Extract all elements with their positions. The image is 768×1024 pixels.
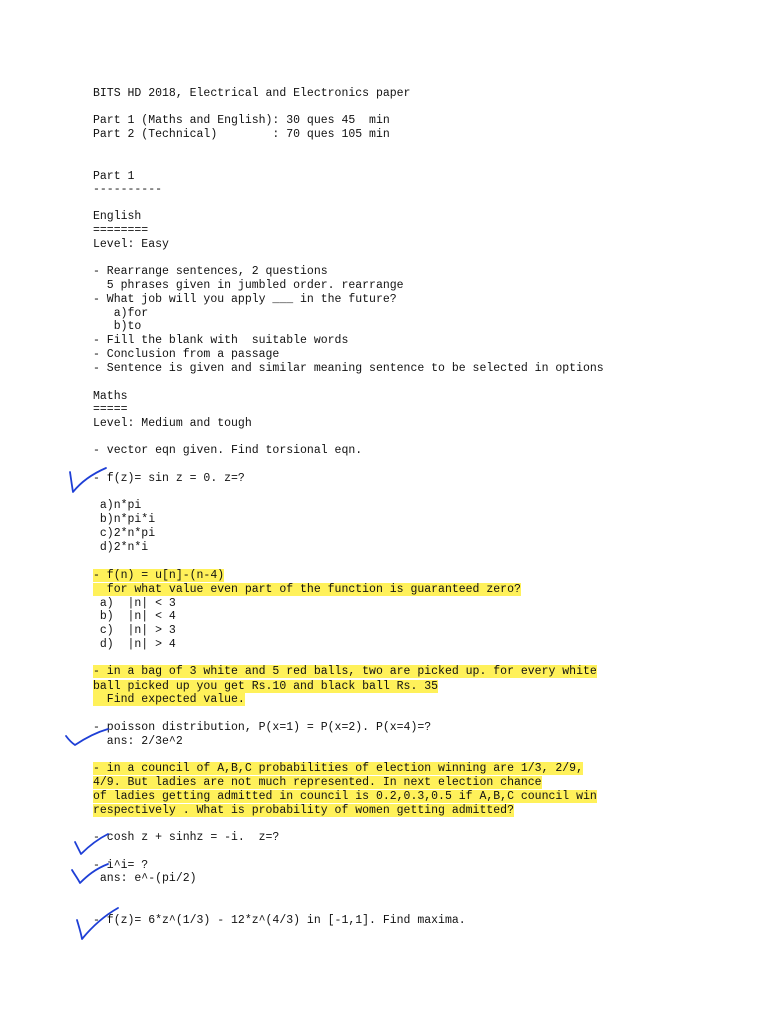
english-item: - Rearrange sentences, 2 questions <box>93 265 328 278</box>
maths-level: Level: Medium and tough <box>93 417 252 430</box>
english-rule: ======== <box>93 224 149 237</box>
question-council-line1 <box>93 762 583 776</box>
fn-option: d) |n| > 4 <box>93 638 176 651</box>
question-balls-line3 <box>93 693 245 707</box>
english-item: 5 phrases given in jumbled order. rearrange <box>93 279 404 292</box>
question-cosh: - cosh z + sinhz = -i. z=? <box>93 831 280 844</box>
question-balls-line1 <box>93 665 597 679</box>
question-fn-line1 <box>93 569 224 583</box>
highlight: - in a bag of 3 white and 5 red balls, two are picked up. for every white <box>93 665 597 678</box>
maths-rule: ===== <box>93 403 128 416</box>
poisson-answer: ans: 2/3e^2 <box>93 735 183 748</box>
highlight: for what value even part of the function is guaranteed zero? <box>93 583 521 596</box>
question-vector: - vector eqn given. Find torsional eqn. <box>93 444 363 457</box>
fn-option: b) |n| < 4 <box>93 610 176 623</box>
english-item: b)to <box>93 320 142 333</box>
question-fn-line2 <box>93 583 521 597</box>
sin-option: c)2*n*pi <box>93 527 156 540</box>
highlight: of ladies getting admitted in council is 0.2,0.3,0.5 if A,B,C council win <box>93 790 597 803</box>
question-balls-line2 <box>93 680 438 694</box>
part1-info: Part 1 (Maths and English): 30 ques 45 min <box>93 114 390 127</box>
document-title: BITS HD 2018, Electrical and Electronics paper <box>93 87 411 100</box>
fn-option: a) |n| < 3 <box>93 597 176 610</box>
question-maxima: - f(z)= 6*z^(1/3) - 12*z^(4/3) in [-1,1]. Find maxima. <box>93 914 466 927</box>
english-level: Level: Easy <box>93 238 169 251</box>
fn-option: c) |n| > 3 <box>93 624 176 637</box>
english-item: - Sentence is given and similar meaning sentence to be selected in options <box>93 362 604 375</box>
highlight: Find expected value. <box>93 693 245 706</box>
highlight: 4/9. But ladies are not much represented. In next election chance <box>93 776 542 789</box>
highlight: respectively . What is probability of women getting admitted? <box>93 804 514 817</box>
question-council-line3 <box>93 790 597 804</box>
question-council-line4 <box>93 804 514 818</box>
maths-heading: Maths <box>93 390 128 403</box>
part2-info: Part 2 (Technical) : 70 ques 105 min <box>93 128 390 141</box>
part1-rule: ---------- <box>93 183 163 196</box>
i-power-i-answer: ans: e^-(pi/2) <box>93 872 197 885</box>
sin-option: b)n*pi*i <box>93 513 156 526</box>
question-i-power-i: - i^i= ? <box>93 859 149 872</box>
highlight: ball picked up you get Rs.10 and black ball Rs. 35 <box>93 680 439 693</box>
sin-option: d)2*n*i <box>93 541 149 554</box>
question-sin: - f(z)= sin z = 0. z=? <box>93 472 245 485</box>
highlight: - f(n) = u[n]-(n-4) <box>93 569 225 582</box>
english-item: - What job will you apply ___ in the future? <box>93 293 397 306</box>
question-poisson: - poisson distribution, P(x=1) = P(x=2). P(x=4)=? <box>93 721 432 734</box>
part1-heading: Part 1 <box>93 170 135 183</box>
highlight: - in a council of A,B,C probabilities of election winning are 1/3, 2/9, <box>93 762 583 775</box>
english-heading: English <box>93 210 142 223</box>
question-council-line2 <box>93 776 542 790</box>
english-item: - Fill the blank with suitable words <box>93 334 349 347</box>
english-item: - Conclusion from a passage <box>93 348 280 361</box>
english-item: a)for <box>93 307 149 320</box>
sin-option: a)n*pi <box>93 499 142 512</box>
